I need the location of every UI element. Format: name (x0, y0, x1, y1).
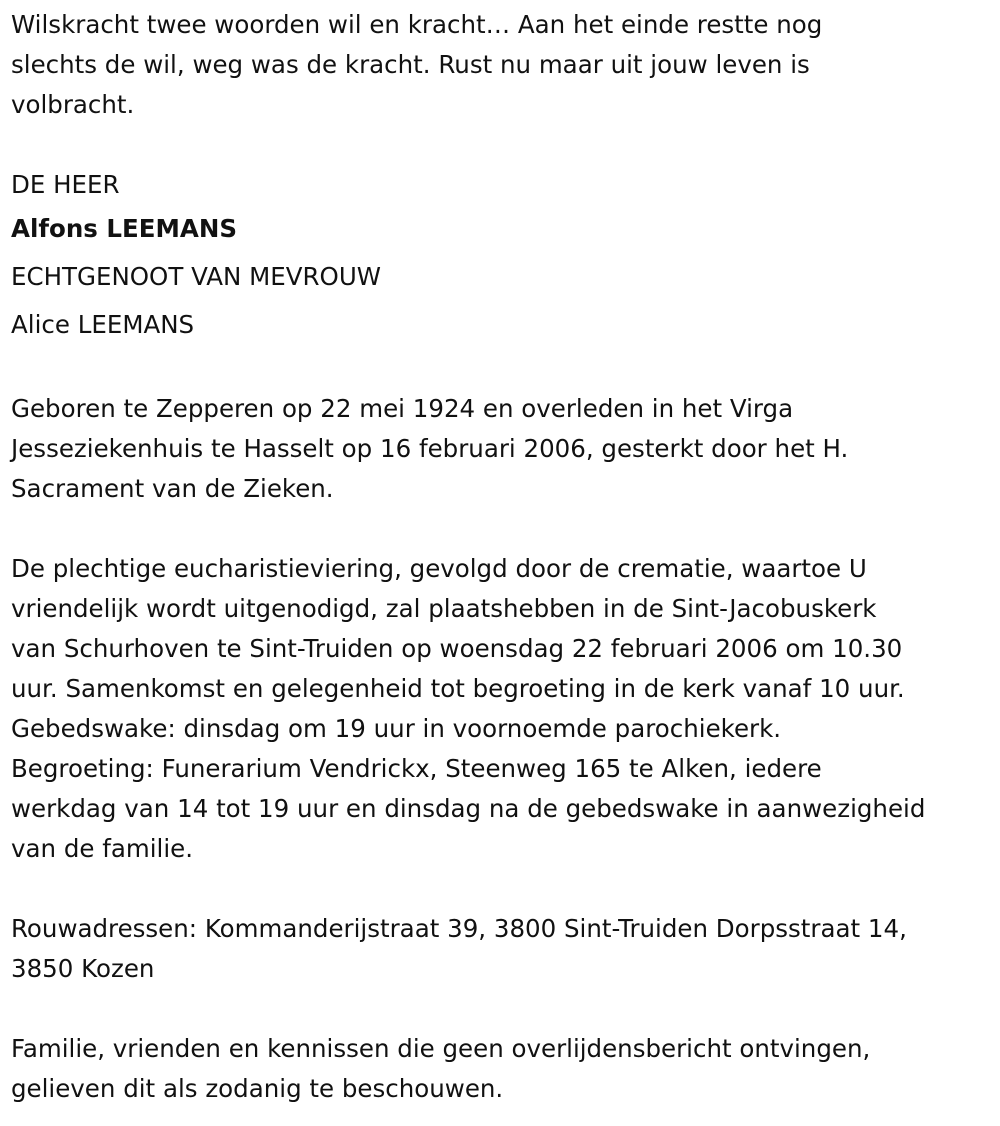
spacer (11, 125, 996, 165)
spouse-name: Alice LEEMANS (11, 310, 195, 339)
birth-death-paragraph: Geboren te Zepperen op 22 mei 1924 en overleden in het Virga Jesseziekenhuis te Hasselt op 16 februari 2006, gesterkt door het H. Sacrament van de Zieken. (11, 394, 849, 503)
spacer (11, 509, 996, 549)
spacer (11, 989, 996, 1029)
mourning-addresses: Rouwadressen: Kommanderijstraat 39, 3800 Sint-Truiden Dorpsstraat 14, 3850 Kozen (11, 914, 907, 983)
spacer (11, 869, 996, 909)
relation-line: ECHTGENOOT VAN MEVROUW (11, 262, 382, 291)
ceremony-paragraph: De plechtige eucharistieviering, gevolgd door de crematie, waartoe U vriendelijk wordt uitgenodigd, zal plaatshebben in de Sint-Jacobuskerk van Schurhoven te Sint-Truiden op woensdag 22 februari 2006 om 10.30 uur. Samenkomst en gelegenheid tot begroeting in de kerk vanaf 10 uur. Gebedswake: dinsdag om 19 uur in voornoemde parochiekerk. Begroeting: Funerarium Vendrickx, Steenweg 165 te Alken, iedere werkdag van 14 tot 19 uur en dinsdag na de gebedswake in aanwezigheid van de familie. (11, 554, 926, 863)
spacer (11, 349, 996, 389)
closing-note: Familie, vrienden en kennissen die geen overlijdensbericht ontvingen, gelieven dit als zodanig te beschouwen. (11, 1034, 871, 1103)
honorific-title: DE HEER (11, 170, 120, 199)
obituary-document (11, 5, 996, 1109)
opening-quote: Wilskracht twee woorden wil en kracht… Aan het einde restte nog slechts de wil, weg was de kracht. Rust nu maar uit jouw leven is volbracht. (11, 10, 823, 119)
deceased-name: Alfons LEEMANS (11, 214, 237, 243)
